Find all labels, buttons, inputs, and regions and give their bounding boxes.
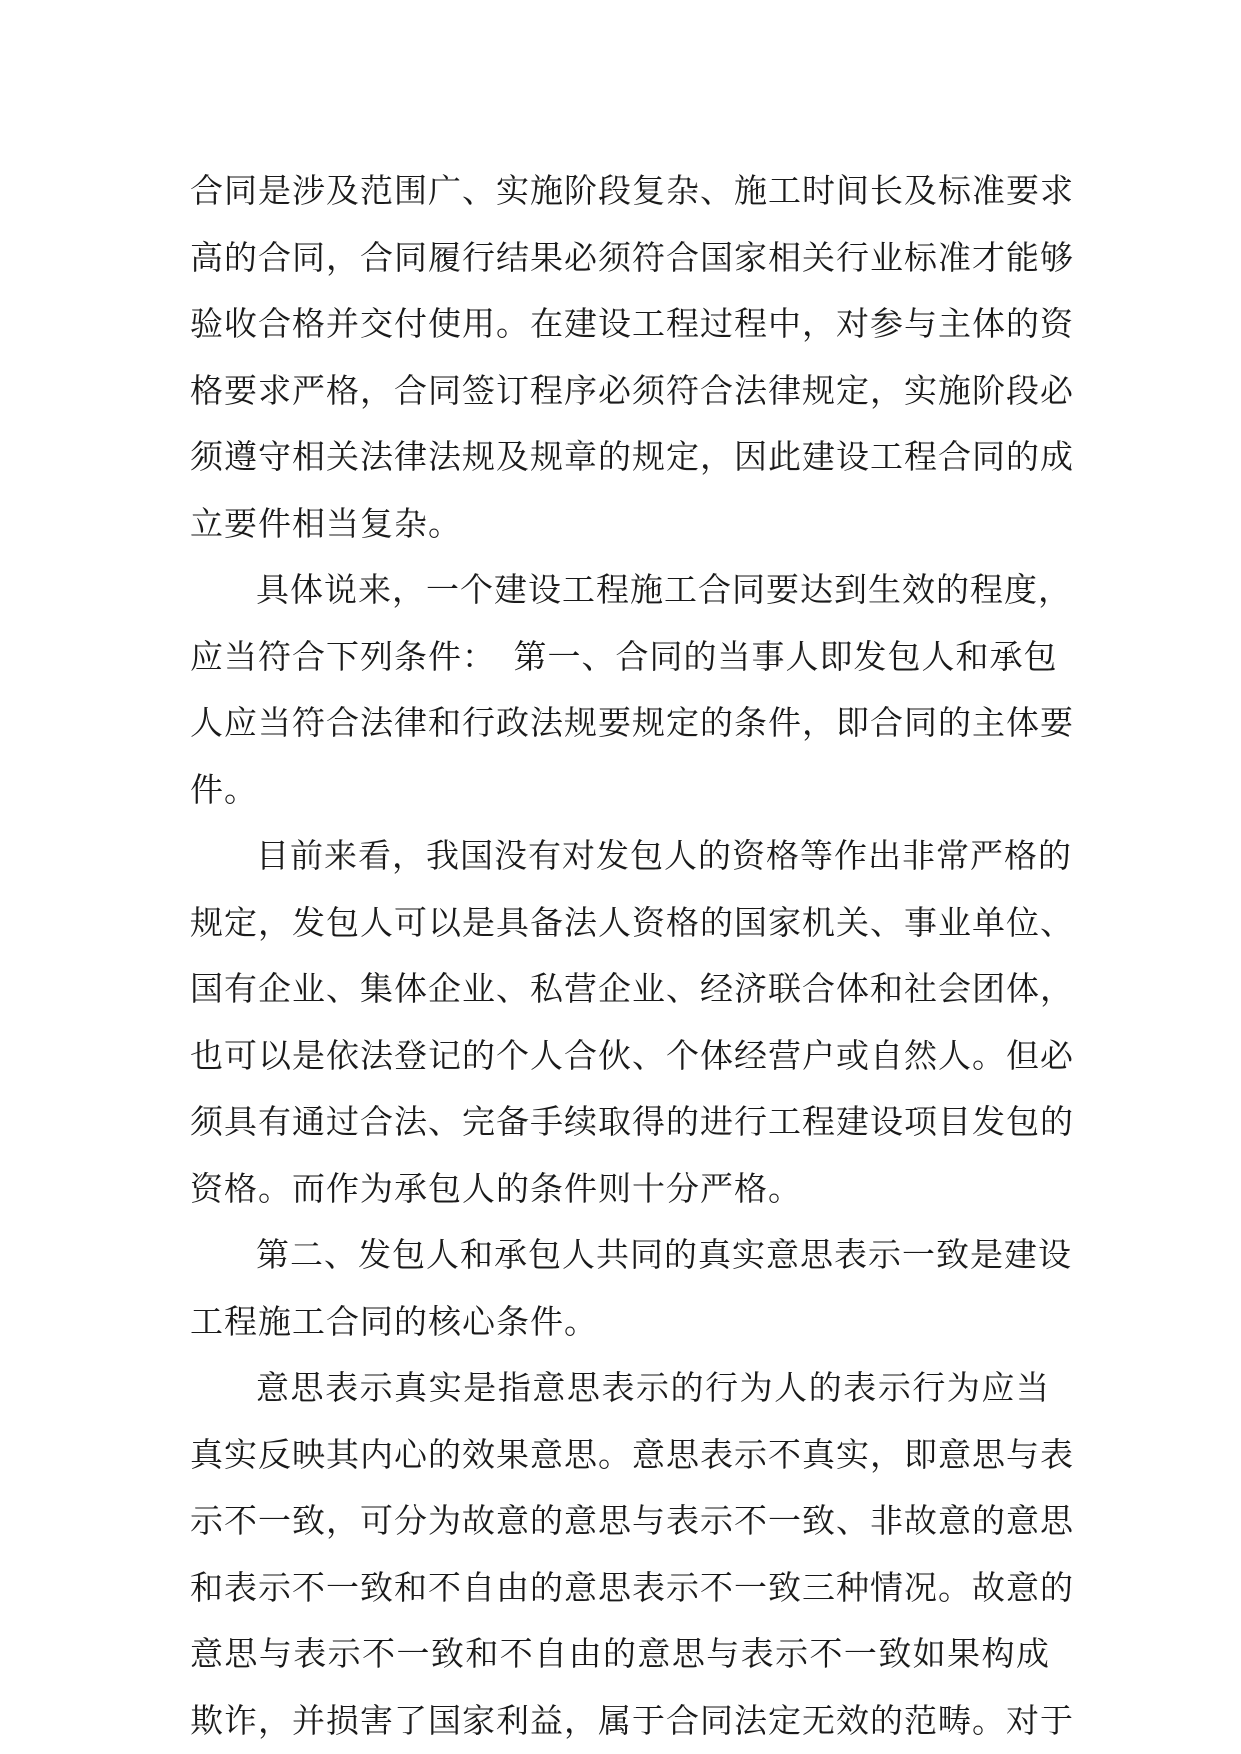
text-line: 须遵守相关法律法规及规章的规定，因此建设工程合同的成 xyxy=(190,437,1074,476)
text-line: 工程施工合同的核心条件。 xyxy=(190,1301,598,1341)
text-line: 格要求严格，合同签订程序必须符合法律规定，实施阶段必 xyxy=(190,370,1074,410)
text-line: 合同是涉及范围广、实施阶段复杂、施工时间长及标准要求 xyxy=(190,171,1074,210)
text-line: 真实反映其内心的效果意思。意思表示不真实，即意思与表 xyxy=(190,1434,1074,1474)
text-line: 规定，发包人可以是具备法人资格的国家机关、事业单位、 xyxy=(190,902,1074,942)
text-line: 高的合同，合同履行结果必须符合国家相关行业标准才能够 xyxy=(190,237,1074,277)
text-line: 件。 xyxy=(190,769,258,809)
text-line: 第二、发包人和承包人共同的真实意思表示一致是建设 xyxy=(256,1235,1072,1274)
text-line: 须具有通过合法、完备手续取得的进行工程建设项目发包的 xyxy=(190,1102,1074,1141)
text-line: 具体说来，一个建设工程施工合同要达到生效的程度， xyxy=(256,570,1072,609)
text-line: 国有企业、集体企业、私营企业、经济联合体和社会团体， xyxy=(190,969,1074,1008)
text-line: 应当符合下列条件： 第一、合同的当事人即发包人和承包 xyxy=(190,636,1058,676)
text-line: 欺诈，并损害了国家利益，属于合同法定无效的范畴。对于 xyxy=(190,1700,1074,1740)
text-line: 也可以是依法登记的个人合伙、个体经营户或自然人。但必 xyxy=(190,1035,1074,1075)
text-line: 人应当符合法律和行政法规要规定的条件，即合同的主体要 xyxy=(190,703,1074,742)
text-line: 资格。而作为承包人的条件则十分严格。 xyxy=(190,1168,802,1208)
text-line: 意思与表示不一致和不自由的意思与表示不一致如果构成 xyxy=(190,1634,1050,1673)
text-line: 意思表示真实是指意思表示的行为人的表示行为应当 xyxy=(256,1368,1050,1407)
text-line: 立要件相当复杂。 xyxy=(190,503,462,543)
text-line: 目前来看，我国没有对发包人的资格等作出非常严格的 xyxy=(256,836,1072,875)
text-line: 示不一致，可分为故意的意思与表示不一致、非故意的意思 xyxy=(190,1501,1074,1540)
document-page xyxy=(190,158,1074,1754)
text-line: 验收合格并交付使用。在建设工程过程中，对参与主体的资 xyxy=(190,304,1074,343)
text-line: 和表示不一致和不自由的意思表示不一致三种情况。故意的 xyxy=(190,1567,1074,1607)
